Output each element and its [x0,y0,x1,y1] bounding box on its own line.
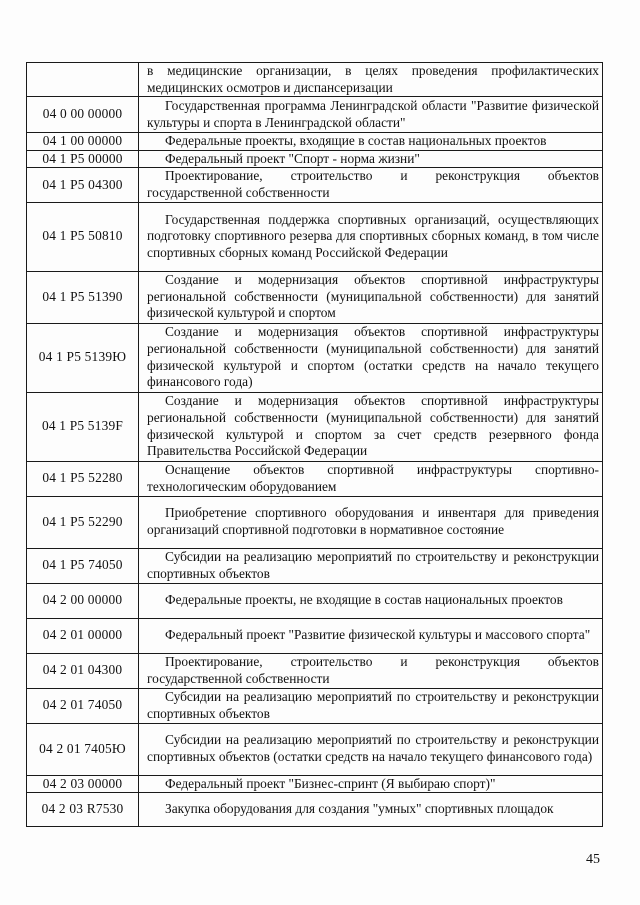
table-row [27,323,603,392]
row-description: Проектирование, строительство и реконструкция объектов государственной собственности [139,653,603,688]
table-row [27,63,603,97]
row-code: 04 1 00 00000 [27,133,139,151]
row-description: Субсидии на реализацию мероприятий по строительству и реконструкции спортивных объектов [139,548,603,583]
row-code: 04 2 03 00000 [27,775,139,793]
row-code: 04 2 03 R7530 [27,793,139,827]
row-code: 04 1 P5 52290 [27,496,139,548]
row-description: Федеральный проект "Бизнес-спринт (Я выбираю спорт)" [139,775,603,793]
row-description: Государственная программа Ленинградской области "Развитие физической культуры и спорта в Ленинградской области" [139,97,603,133]
table-row [27,97,603,133]
table-row [27,775,603,793]
table-row [27,496,603,548]
page-number: 45 [586,852,600,867]
row-code: 04 1 P5 00000 [27,150,139,168]
row-description: Создание и модернизация объектов спортивной инфраструктуры региональной собственности (муниципальной собственности) для занятий физической культурой и спортом за счет средств резервного фонда Правительства Российской Федерации [139,392,603,461]
row-code: 04 1 P5 04300 [27,168,139,202]
row-code [27,63,139,97]
table-row [27,688,603,723]
row-code: 04 0 00 00000 [27,97,139,133]
table-row [27,548,603,583]
row-description: Проектирование, строительство и реконструкция объектов государственной собственности [139,168,603,202]
row-code: 04 2 01 74050 [27,688,139,723]
row-description: Создание и модернизация объектов спортивной инфраструктуры региональной собственности (муниципальной собственности) для занятий физической культурой и спортом [139,271,603,323]
table-row [27,271,603,323]
row-code: 04 1 P5 50810 [27,202,139,271]
row-description: Федеральные проекты, не входящие в состав национальных проектов [139,583,603,618]
row-code: 04 2 01 00000 [27,618,139,653]
table-row [27,133,603,151]
row-description: Федеральный проект "Спорт - норма жизни" [139,150,603,168]
row-code: 04 2 00 00000 [27,583,139,618]
row-description: Государственная поддержка спортивных организаций, осуществляющих подготовку спортивного резерва для спортивных сборных команд, в том числе спортивных сборных команд Российской Федерации [139,202,603,271]
table-row [27,723,603,775]
row-description: Субсидии на реализацию мероприятий по строительству и реконструкции спортивных объектов [139,688,603,723]
row-code: 04 1 P5 52280 [27,461,139,496]
row-description: Закупка оборудования для создания "умных" спортивных площадок [139,793,603,827]
table-row [27,168,603,202]
row-code: 04 1 P5 51390 [27,271,139,323]
row-description: Приобретение спортивного оборудования и инвентаря для приведения организаций спортивной подготовки в нормативное состояние [139,496,603,548]
table-row [27,583,603,618]
row-code: 04 2 01 04300 [27,653,139,688]
row-code: 04 1 P5 5139Ю [27,323,139,392]
row-code: 04 1 P5 5139F [27,392,139,461]
table-row [27,461,603,496]
row-code: 04 2 01 7405Ю [27,723,139,775]
table-row [27,618,603,653]
row-description: Создание и модернизация объектов спортивной инфраструктуры региональной собственности (муниципальной собственности) для занятий физической культурой и спортом (остатки средств на начало текущего финансового года) [139,323,603,392]
row-description: Федеральный проект "Развитие физической культуры и массового спорта" [139,618,603,653]
budget-codes-table [26,62,603,827]
row-code: 04 1 P5 74050 [27,548,139,583]
table-row [27,202,603,271]
table-row [27,653,603,688]
row-description: Федеральные проекты, входящие в состав национальных проектов [139,133,603,151]
row-description: Оснащение объектов спортивной инфраструктуры спортивно-технологическим оборудованием [139,461,603,496]
row-description: в медицинские организации, в целях проведения профилактических медицинских осмотров и диспансеризации [139,63,603,97]
row-description: Субсидии на реализацию мероприятий по строительству и реконструкции спортивных объектов (остатки средств на начало текущего финансового года) [139,723,603,775]
table-row [27,793,603,827]
table-row [27,150,603,168]
table-row [27,392,603,461]
